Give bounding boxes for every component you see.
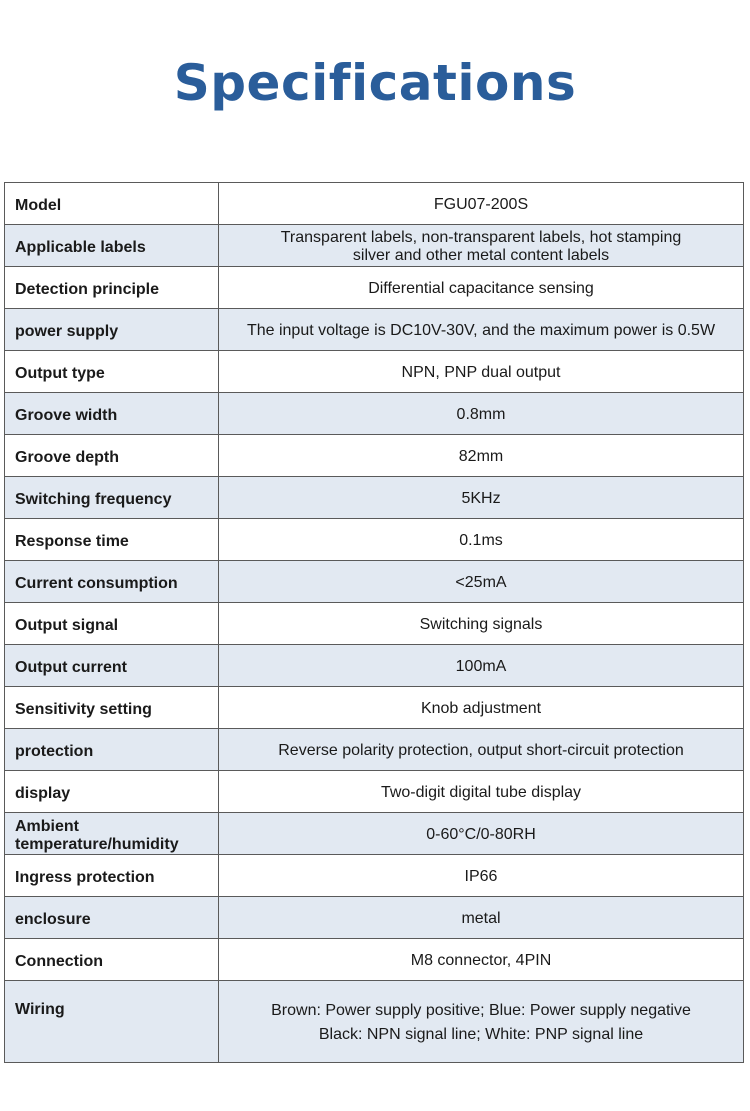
spec-label: Detection principle bbox=[5, 267, 219, 309]
spec-row-switching-frequency bbox=[5, 477, 744, 519]
spec-value: IP66 bbox=[219, 855, 744, 897]
spec-row-protection bbox=[5, 729, 744, 771]
spec-label: Wiring bbox=[5, 981, 219, 1063]
spec-value: 82mm bbox=[219, 435, 744, 477]
spec-row-detection-principle bbox=[5, 267, 744, 309]
spec-value: metal bbox=[219, 897, 744, 939]
spec-value: NPN, PNP dual output bbox=[219, 351, 744, 393]
spec-table bbox=[4, 182, 744, 1063]
spec-row-groove-width bbox=[5, 393, 744, 435]
spec-label: Model bbox=[5, 183, 219, 225]
spec-row-display bbox=[5, 771, 744, 813]
spec-value bbox=[219, 225, 744, 267]
spec-value: Switching signals bbox=[219, 603, 744, 645]
spec-value-line: Black: NPN signal line; White: PNP signal line bbox=[318, 1025, 644, 1043]
spec-label: protection bbox=[5, 729, 219, 771]
spec-row-output-type bbox=[5, 351, 744, 393]
spec-label: Connection bbox=[5, 939, 219, 981]
spec-row-ambient bbox=[5, 813, 744, 855]
spec-label-line: temperature/humidity bbox=[15, 835, 179, 853]
spec-label: Sensitivity setting bbox=[5, 687, 219, 729]
spec-value: Two-digit digital tube display bbox=[219, 771, 744, 813]
spec-row-power-supply bbox=[5, 309, 744, 351]
spec-label: Ingress protection bbox=[5, 855, 219, 897]
spec-row-output-signal bbox=[5, 603, 744, 645]
spec-value: Knob adjustment bbox=[219, 687, 744, 729]
spec-row-current-consumption bbox=[5, 561, 744, 603]
spec-value: Differential capacitance sensing bbox=[219, 267, 744, 309]
spec-label bbox=[5, 813, 219, 855]
spec-value-line: Transparent labels, non-transparent labels, hot stamping bbox=[280, 228, 682, 246]
spec-label: enclosure bbox=[5, 897, 219, 939]
spec-row-model bbox=[5, 183, 744, 225]
spec-row-response-time bbox=[5, 519, 744, 561]
spec-value: M8 connector, 4PIN bbox=[219, 939, 744, 981]
spec-value: FGU07-200S bbox=[219, 183, 744, 225]
spec-label: Groove depth bbox=[5, 435, 219, 477]
spec-label: Response time bbox=[5, 519, 219, 561]
spec-label: Current consumption bbox=[5, 561, 219, 603]
spec-value: The input voltage is DC10V-30V, and the maximum power is 0.5W bbox=[219, 309, 744, 351]
spec-label: Applicable labels bbox=[5, 225, 219, 267]
spec-row-groove-depth bbox=[5, 435, 744, 477]
spec-value: 0.1ms bbox=[219, 519, 744, 561]
spec-label: display bbox=[5, 771, 219, 813]
spec-value: 5KHz bbox=[219, 477, 744, 519]
spec-value: 0-60°C/0-80RH bbox=[219, 813, 744, 855]
spec-value: 100mA bbox=[219, 645, 744, 687]
spec-label: Groove width bbox=[5, 393, 219, 435]
spec-label: Output signal bbox=[5, 603, 219, 645]
spec-value: <25mA bbox=[219, 561, 744, 603]
spec-label: Output type bbox=[5, 351, 219, 393]
spec-label: Switching frequency bbox=[5, 477, 219, 519]
spec-label-line: Ambient bbox=[15, 817, 79, 835]
spec-row-applicable-labels bbox=[5, 225, 744, 267]
spec-row-enclosure bbox=[5, 897, 744, 939]
spec-label: power supply bbox=[5, 309, 219, 351]
spec-label: Output current bbox=[5, 645, 219, 687]
spec-value: 0.8mm bbox=[219, 393, 744, 435]
spec-row-wiring bbox=[5, 981, 744, 1063]
spec-value-line: silver and other metal content labels bbox=[352, 246, 610, 264]
spec-value-line: Brown: Power supply positive; Blue: Power supply negative bbox=[271, 1001, 691, 1019]
spec-value: Reverse polarity protection, output short-circuit protection bbox=[219, 729, 744, 771]
page-title: Specifications bbox=[173, 54, 577, 112]
spec-value bbox=[219, 981, 744, 1063]
spec-row-connection bbox=[5, 939, 744, 981]
spec-row-ingress-protection bbox=[5, 855, 744, 897]
spec-row-sensitivity-setting bbox=[5, 687, 744, 729]
spec-row-output-current bbox=[5, 645, 744, 687]
